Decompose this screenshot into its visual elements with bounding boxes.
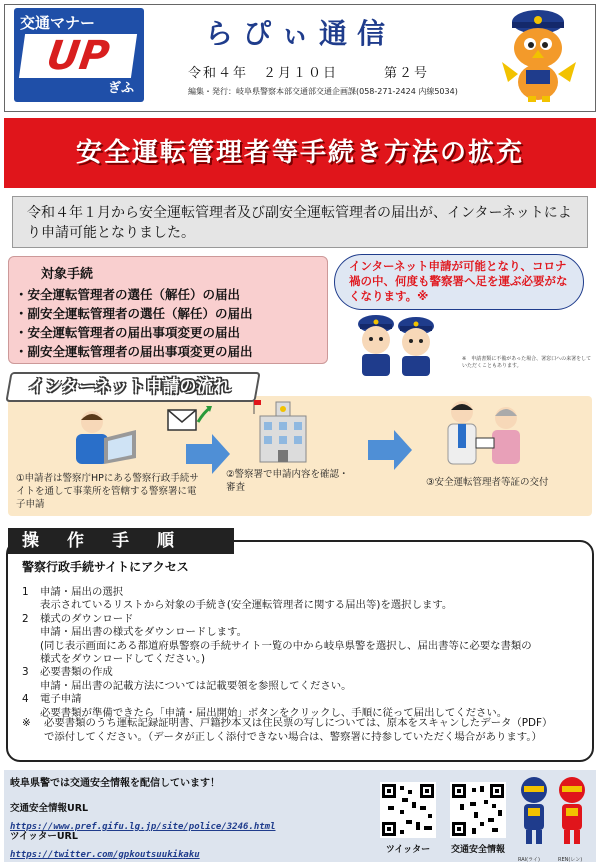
logo-top-text: 交通マナー [20, 14, 96, 32]
traffic-info-url[interactable]: https://www.pref.gifu.lg.jp/site/police/3246.html [10, 822, 276, 832]
intro-box [12, 196, 588, 248]
list-item: ・副安全運転管理者の選任（解任）の届出 [15, 306, 253, 321]
procedure-step-title: 必要書類の作成 [40, 666, 113, 679]
procedure-heading: 操作手順 [22, 531, 202, 551]
procedure-step-title: 電子申請 [40, 693, 82, 706]
logo-bottom-text: ぎふ [107, 81, 134, 96]
procedure-step-title: 申請・届出の選択 [40, 586, 124, 598]
newsletter-title: らぴぃ通信 [205, 17, 396, 50]
flow-step-3: ③安全運転管理者等証の交付 [426, 477, 549, 488]
robot-rai-label: RAI(ライ) [518, 857, 540, 863]
logo-up-text: UP [19, 34, 137, 78]
robot-mascots-icon [514, 772, 594, 856]
license-handover-icon [438, 398, 528, 468]
procedure-step-detail: 表示されているリストから対象の手続き(安全運転管理者に関する届出等)を選択します。 [40, 599, 453, 612]
procedure-step-number: 1 [22, 586, 29, 598]
list-item: ・副安全運転管理者の届出事項変更の届出 [15, 344, 253, 359]
target-procedures-heading: 対象手続 [41, 267, 94, 282]
target-procedures-box [8, 256, 328, 364]
procedure-step-number: 3 [22, 666, 29, 679]
procedure-step-detail: 必要書類が準備できたら「申請・届出開始」ボタンをクリックし、手順に従って届出してください。 [40, 706, 508, 719]
speech-bubble [334, 254, 584, 310]
speech-bubble-text: インターネット申請が可能となり、コロナ禍の中、何度も警察署へ足を運ぶ必要がなくなります。※ [349, 259, 568, 303]
flow-arrow-icon [368, 430, 412, 470]
procedure-note-line-1: 必要書類のうち運転記録証明書、戸籍抄本又は住民票の写しについては、原本をスキャンしたデータ（PDF） [44, 717, 553, 729]
procedure-note-mark: ※ [22, 717, 31, 729]
twitter-qr-code-icon[interactable] [380, 782, 436, 838]
application-flow-heading: インターネット申請の流れ [28, 377, 231, 397]
procedure-step-number: 4 [22, 693, 29, 706]
police-officers-icon [346, 310, 446, 376]
traffic-manner-up-logo [14, 8, 144, 102]
computer-user-icon [62, 408, 142, 470]
twitter-url[interactable]: https://twitter.com/gpkoutsuukikaku [10, 850, 200, 860]
flow-step-2: ②警察署で申請内容を確認・審査 [226, 469, 349, 493]
banner-title: 安全運転管理者等手続き方法の拡充 [75, 138, 524, 168]
traffic-info-qr-code-icon[interactable] [450, 782, 506, 838]
procedure-heading-bar [8, 528, 234, 554]
traffic-info-label: 交通安全情報URL [10, 803, 89, 814]
traffic-info-qr-label: 交通安全情報 [450, 845, 505, 855]
procedure-access-title: 警察行政手続サイトにアクセス [22, 560, 189, 574]
email-icon [166, 404, 212, 438]
list-item: ・安全運転管理者の届出事項変更の届出 [15, 325, 241, 340]
procedure-step-detail: 申請・届出書の様式をダウンロードします。 [40, 626, 247, 639]
procedure-note-line-2: で添付してください。（データが正しく添付できない場合は、警察署に持参していただく場合があります。） [44, 731, 542, 743]
procedure-step-number: 2 [22, 612, 29, 625]
robot-ren-label: REN(レン) [558, 857, 583, 863]
inperson-note: ※ 申請書類に不備があった場合、署窓口への来署をしていただくこともあります。 [462, 356, 592, 369]
list-item: ・安全運転管理者の選任（解任）の届出 [15, 287, 241, 302]
issue-date: 令和４年 ２月１０日 [188, 66, 339, 81]
flow-step-1: ①申請者は警察庁HPにある警察行政手続サイトを通して事業所を管轄する警察署に電子申請 [16, 473, 199, 510]
twitter-link[interactable] [10, 842, 200, 861]
police-station-icon [252, 398, 314, 464]
procedure-step-detail: (同じ表示画面にある都道府県警察の手続サイト一覧の中から岐阜県警を選択し、届出書等に必要な書類の [40, 639, 532, 652]
main-title-banner [4, 118, 596, 188]
footer-heading: 岐阜県警では交通安全情報を配信しています！ [10, 778, 220, 789]
police-mascot-icon [498, 8, 580, 104]
issue-number: 第２号 [384, 66, 430, 81]
twitter-qr-label: ツイッター [385, 845, 431, 855]
twitter-label: ツイッターURL [10, 831, 78, 842]
application-flow-heading-bar [5, 372, 260, 402]
flow-arrow-icon [186, 434, 230, 474]
publisher-line: 編集・発行：岐阜県警察本部交通部交通企画課(058-271-2424 内線5034) [188, 87, 458, 96]
procedure-step-title: 様式のダウンロード [40, 612, 134, 625]
procedure-step-detail: 様式をダウンロードしてください。) [40, 653, 206, 665]
intro-text: 令和４年１月から安全運転管理者及び副安全運転管理者の届出が、インターネットにより申請可能となりました。 [27, 205, 572, 241]
procedure-step-detail: 申請・届出書の記載方法については記載要領を参照してください。 [40, 679, 352, 692]
